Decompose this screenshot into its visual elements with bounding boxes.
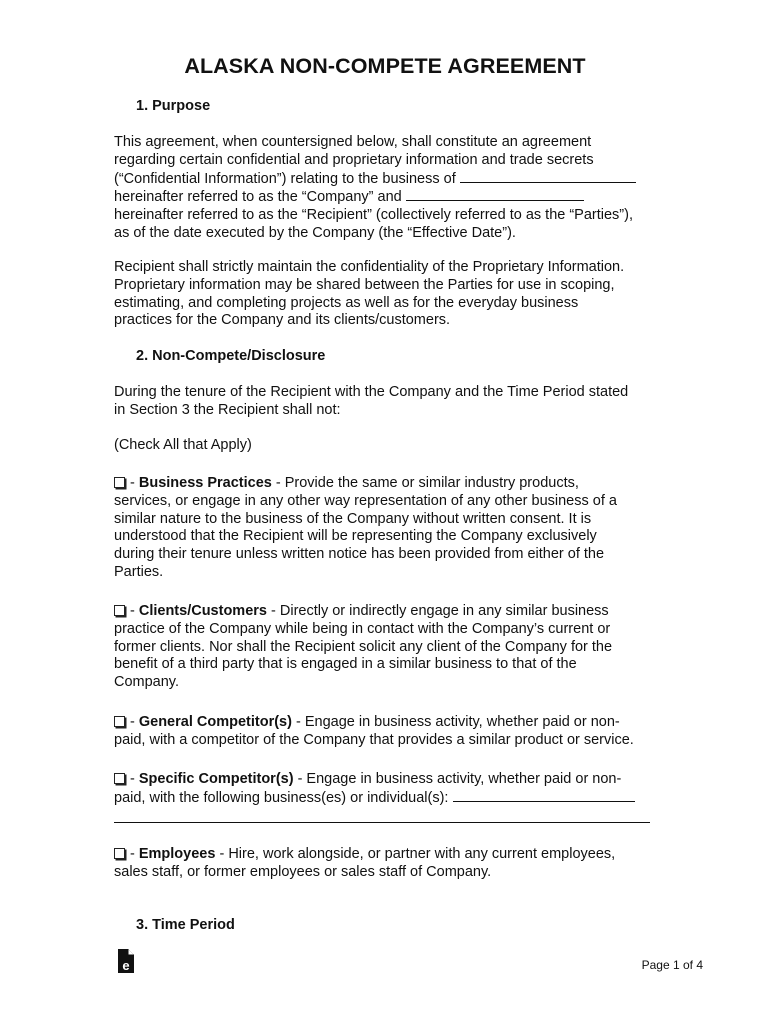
checkbox-employees[interactable]: [114, 848, 125, 859]
option-title: Specific Competitor(s): [138, 771, 294, 787]
option-title: General Competitor(s): [138, 714, 292, 730]
option-employees: [114, 846, 674, 882]
text-fragment: - Provide the same or similar industry products,: [271, 475, 579, 491]
text-line: during their tenure unless written notice has been provided from either of the: [114, 546, 605, 563]
checkbox-business-practices[interactable]: [114, 477, 125, 488]
text-line: - General Competitor(s) - Engage in business activity, whether paid or non-: [114, 714, 674, 732]
text-fragment: - Engage in business activity, whether paid or non-: [291, 714, 620, 730]
purpose-paragraph-1: [114, 134, 674, 243]
text-line: former clients. Nor shall the Recipient solicit any client of the Company for the: [114, 638, 613, 655]
competitor-name-blank[interactable]: [453, 789, 635, 802]
text-line: benefit of a third party that is engaged in a similar business to that of the: [114, 656, 577, 673]
section-heading-time-period: 3. Time Period: [136, 917, 235, 933]
text-line: in Section 3 the Recipient shall not:: [114, 401, 341, 418]
text-fragment: - Directly or indirectly engage in any similar business: [266, 603, 609, 619]
text-line: (Check All that Apply): [114, 437, 252, 453]
text-line: - Specific Competitor(s) - Engage in business activity, whether paid or non-: [114, 771, 674, 789]
checkbox-clients-customers[interactable]: [114, 605, 125, 616]
text-line: [114, 188, 674, 207]
text-fragment: (“Confidential Information”) relating to the business of: [114, 170, 456, 187]
option-business-practices: [114, 475, 674, 582]
option-title: Employees: [138, 846, 216, 862]
text-line: practice of the Company while being in contact with the Company’s current or: [114, 620, 611, 637]
text-fragment: hereinafter referred to as the “Company” and: [114, 189, 402, 206]
svg-text:e: e: [122, 958, 130, 973]
text-line: hereinafter referred to as the “Recipient” (collectively referred to as the “Parties”),: [114, 207, 633, 224]
text-fragment: - Hire, work alongside, or partner with any current employees,: [215, 846, 616, 862]
option-general-competitors: [114, 714, 674, 750]
page-number: Page 1 of 4: [641, 958, 703, 972]
text-line: understood that the Recipient will be representing the Company exclusively: [114, 528, 597, 545]
text-line: [114, 789, 674, 808]
document-title: ALASKA NON-COMPETE AGREEMENT: [184, 54, 586, 78]
noncompete-intro: [114, 384, 674, 420]
check-all-note: [114, 437, 674, 455]
document-logo-icon: [116, 948, 136, 974]
text-line: estimating, and completing projects as well as for the everyday business: [114, 294, 579, 311]
checkbox-general-competitors[interactable]: [114, 716, 125, 727]
text-line: as of the date executed by the Company (the “Effective Date”).: [114, 224, 516, 241]
text-fragment: paid, with the following business(es) or individual(s):: [114, 789, 449, 806]
text-line: Company.: [114, 674, 180, 691]
purpose-paragraph-2: [114, 259, 674, 330]
text-fragment: - Engage in business activity, whether paid or non-: [293, 771, 622, 787]
text-line: Proprietary information may be shared between the Parties for use in scoping,: [114, 276, 615, 293]
text-line: Parties.: [114, 563, 164, 580]
text-line: During the tenure of the Recipient with the Company and the Time Period stated: [114, 384, 629, 400]
text-line: Recipient shall strictly maintain the confidentiality of the Proprietary Information.: [114, 259, 625, 275]
recipient-name-blank[interactable]: [406, 188, 584, 201]
section-heading-purpose: 1. Purpose: [136, 98, 211, 114]
text-line: services, or engage in any other way representation of any other business of a: [114, 492, 617, 509]
text-line: paid, with a competitor of the Company that provides a similar product or service.: [114, 731, 634, 748]
text-line: practices for the Company and its clients/customers.: [114, 312, 451, 329]
text-line: similar nature to the business of the Company without written consent. It is: [114, 510, 592, 527]
competitor-name-line-2[interactable]: [114, 822, 650, 823]
option-title: Clients/Customers: [138, 603, 267, 619]
option-title: Business Practices: [138, 475, 272, 491]
checkbox-specific-competitors[interactable]: [114, 773, 125, 784]
text-line: [114, 170, 674, 189]
option-specific-competitors: [114, 771, 674, 808]
company-name-blank[interactable]: [460, 170, 636, 183]
text-line: sales staff, or former employees or sales staff of Company.: [114, 863, 492, 880]
section-heading-noncompete: 2. Non-Compete/Disclosure: [136, 348, 326, 364]
text-line: regarding certain confidential and proprietary information and trade secrets: [114, 151, 594, 168]
text-line: - Employees - Hire, work alongside, or partner with any current employees,: [114, 846, 674, 864]
text-line: - Clients/Customers - Directly or indirectly engage in any similar business: [114, 603, 674, 621]
text-line: This agreement, when countersigned below, shall constitute an agreement: [114, 134, 592, 150]
text-line: - Business Practices - Provide the same or similar industry products,: [114, 475, 674, 493]
option-clients-customers: [114, 603, 674, 692]
